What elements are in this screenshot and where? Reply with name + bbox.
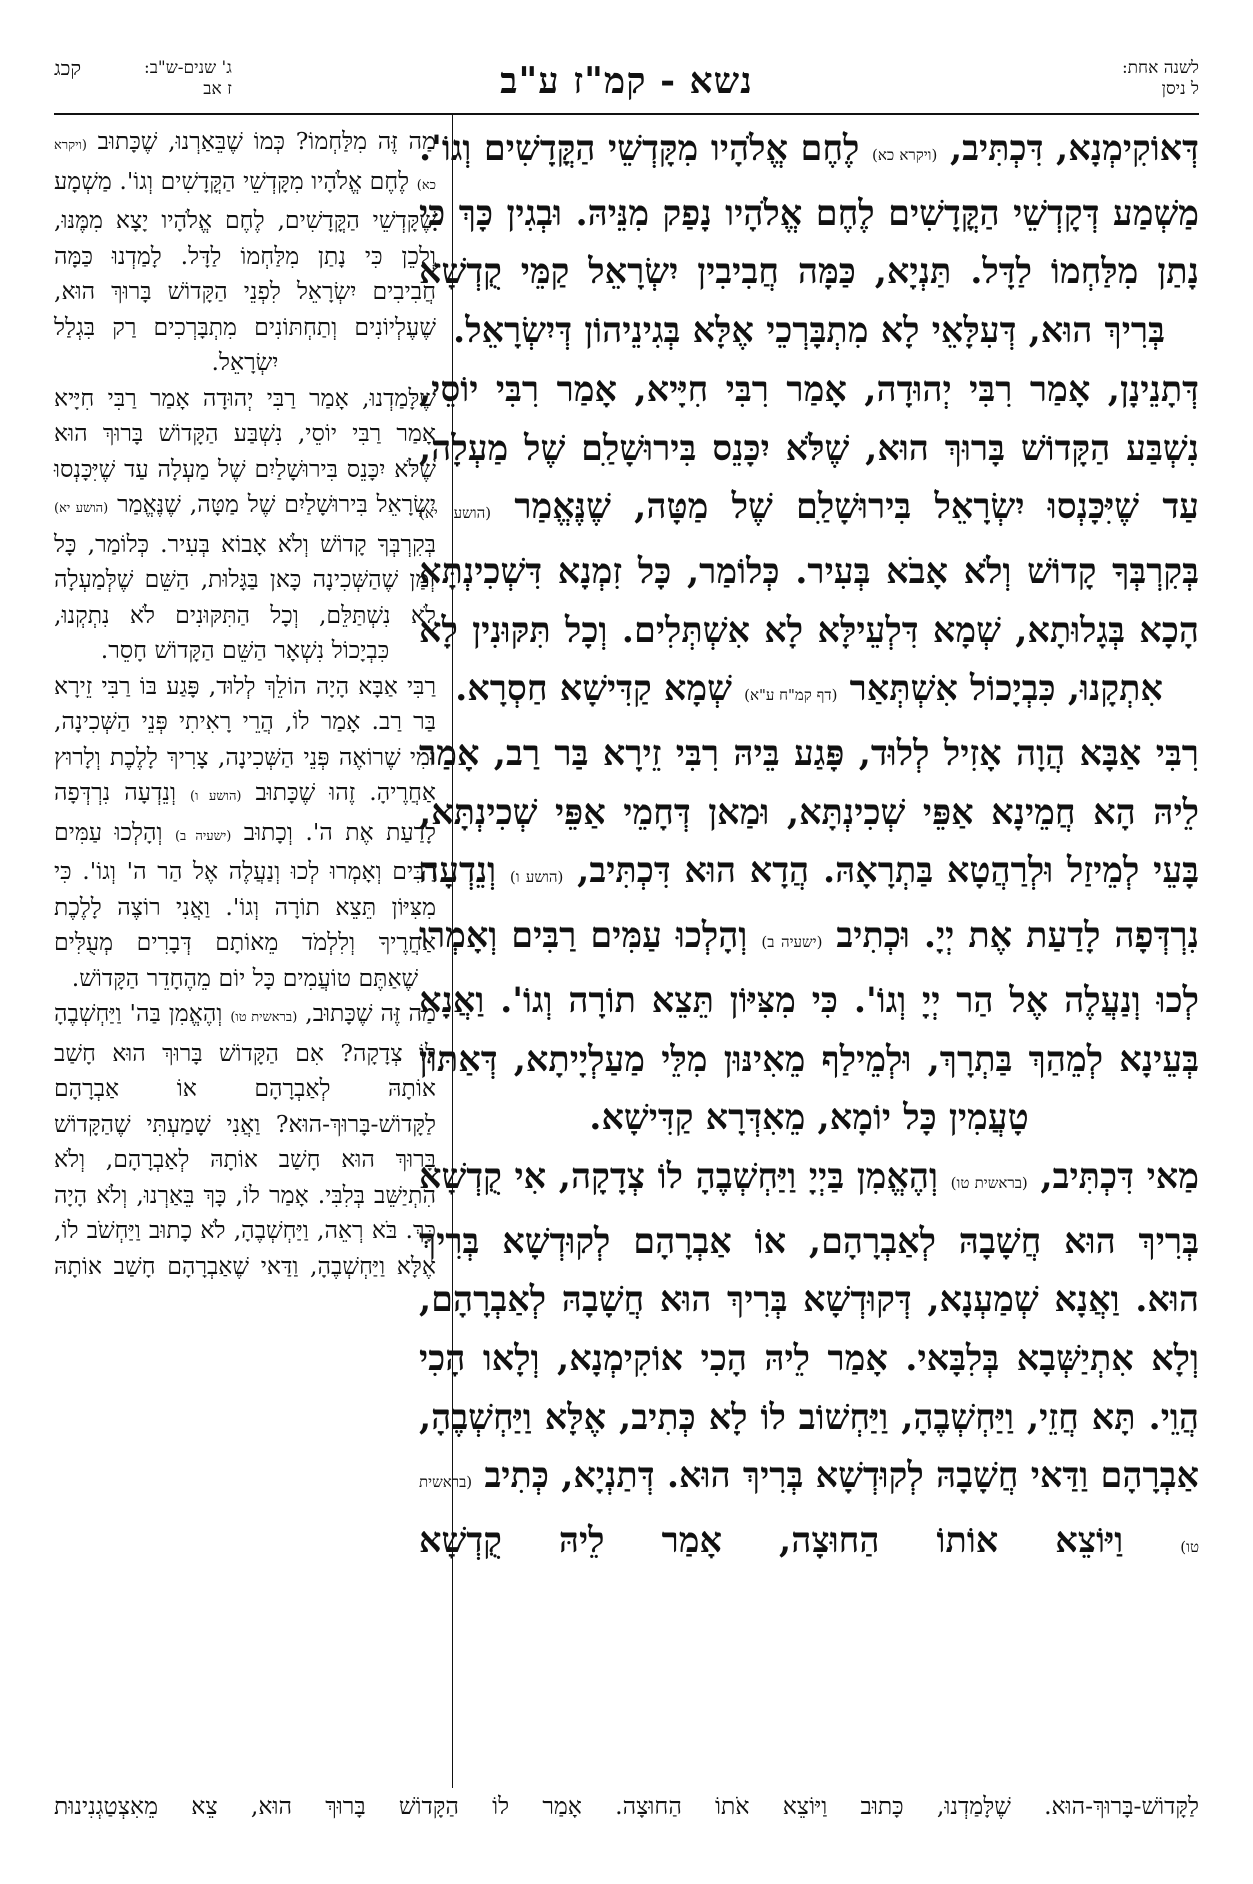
main-text: וְהָלְכוּ עַמִּים רַבִּים וְאָמְרוּ לְכוּ וְנַעֲלֶה אֶל הַר יְיָ וְגוֹ'. כִּי מִצִּיּוֹן תֵּצֵא תוֹרָה וְגוֹ'. וַאֲנָא בְּעֵינָא לְמֵהַךְ בַּתְרָךְ, וּלְמֵילַף מֵאִינּוּן מִלֵּי מַעַלְיָיתָא, דְּאַתּוּן טָעֲמִין כָּל יוֹמָא, מֵאִדְּרָא קַדִּישָׁא. bbox=[419, 915, 1199, 1139]
commentary-text: וְהֶאֱמִן בַּה' וַיַּחְשְׁבֶהָ לּוֹ צְדָקָה? אִם הַקָּדוֹשׁ בָּרוּךְ הוּא חָשַׁב אוֹתָהּ לְאַבְרָהָם אוֹ אַבְרָהָם לַקָּדוֹשׁ-בָּרוּךְ-הוּא? וַאֲנִי שָׁמַעְתִּי שֶׁהַקָּדוֹשׁ בָּרוּךְ הוּא חָשַׁב אוֹתָהּ לְאַבְרָהָם, וְלֹא הִתְיַשֵּׁב בְּלִבִּי. אָמַר לוֹ, כָּךְ בֵּאַרְנוּ, וְלֹא הָיָה כָּךְ. בֹּא רְאֵה, וַיַּחְשְׁבֶהָ, לֹא כָתוּב וַיַּחְשֹׁב לוֹ, אֶלָּא וַיַּחְשְׁבֶהָ, וַדַּאי שֶׁאַבְרָהָם חָשַׁב אוֹתָהּ bbox=[54, 999, 436, 1280]
main-text: שְׁמָא קַדִּישָׁא חַסְרָא. bbox=[455, 668, 732, 710]
commentary-text: רַבִּי אַבָּא הָיָה הוֹלֵךְ לְלוּד, פָּגַע בּוֹ רַבִּי זֵירָא בַּר רַב. אָמַר לוֹ, הֲרֵי רָאִיתִי פְּנֵי הַשְּׁכִינָה, וּמִי שֶׁרוֹאֶה פְּנֵי הַשְּׁכִינָה, צָרִיךְ לָלֶכֶת וְלָרוּץ אַחֲרֶיהָ. זֶהוּ שֶׁכָּתוּב bbox=[54, 671, 436, 806]
source-citation: (הושע יא) bbox=[54, 501, 109, 516]
schedule-one-year-date: ל ניסן bbox=[1161, 79, 1199, 99]
source-citation: (ויקרא כא) bbox=[872, 146, 938, 164]
bottom-commentary-line: לַקָּדוֹשׁ-בָּרוּךְ-הוּא. שֶׁלָּמַדְנוּ, כָּתוּב וַיּוֹצֵא אֹתוֹ הַחוּצָה. אָמַר לוֹ הַקָּדוֹשׁ בָּרוּךְ הוּא, צֵא מֵאִצְטַגְנִינוּת bbox=[54, 1792, 1199, 1820]
schedule-one-year-label: לשנה אחת: bbox=[1121, 58, 1199, 78]
commentary-column bbox=[54, 124, 436, 1284]
schedule-three-years-label: ג' שנים-ש"ב: bbox=[144, 58, 232, 78]
main-paragraph bbox=[419, 361, 1199, 725]
source-citation: (ישעיה ב) bbox=[761, 933, 823, 952]
source-citation: (ויקרא כא) bbox=[54, 138, 436, 193]
main-text: וְהֶאֱמִן בַּיְיָ וַיַּחְשְׁבֶהָ לוֹ צְדָקָה, אִי קֻדְשָׁא בְּרִיךְ הוּא חֲשָׁבָהּ לְאַבְרָהָם, אוֹ אַבְרָהָם לְקוּדְשָׁא בְּרִיךְ הוּא. וַאֲנָא שְׁמַעְנָא, דְּקוּדְשָׁא בְּרִיךְ הוּא חֲשָׁבָהּ לְאַבְרָהָם, וְלָא אִתְיַשְּׁבָא בְּלִבָּאי. אָמַר לֵיהּ הָכִי אוֹקִימְנָא, וְלָאו הָכִי הֲוֵי. תָּא חֲזֵי, וַיַּחְשְׁבֶהָ, וַיַּחְשׁוֹב לוֹ לָא כְּתִיב, אֶלָּא וַיַּחְשְׁבֶהָ, אַבְרָהָם וַדַּאי חֲשָׁבָהּ לְקוּדְשָׁא בְּרִיךְ הוּא. דְּתַנְיָא, כְּתִיב bbox=[419, 1155, 1199, 1497]
main-paragraph bbox=[419, 1148, 1199, 1577]
commentary-paragraph bbox=[54, 124, 436, 381]
commentary-text: וְהָלְכוּ עַמִּים רַבִּים וְאָמְרוּ לְכוּ וְנַעֲלֶה אֶל הַר ה' וְגוֹ'. כִּי מִצִּיּוֹן תֵּצֵא תוֹרָה וְגוֹ'. וַאֲנִי רוֹצֶה לָלֶכֶת אַחֲרֶיךָ וְלִלְמֹד מֵאוֹתָם דְּבָרִים מְעֻלִּים שֶׁאַתֶּם טוֹעֲמִים כָּל יוֹם מֵהֶחָדֵר הַקָּדוֹשׁ. bbox=[54, 817, 436, 992]
commentary-text: מַה זֶּה שֶׁכָּתוּב, bbox=[305, 999, 436, 1027]
source-citation: (בראשית טו) bbox=[230, 1010, 298, 1025]
commentary-paragraph bbox=[54, 669, 436, 997]
main-paragraph bbox=[419, 120, 1199, 361]
main-text-column bbox=[419, 120, 1199, 1577]
source-citation: (הושע יא) bbox=[419, 504, 492, 523]
main-text: דְּאוֹקִימְנָא, דִּכְתִּיב, bbox=[949, 128, 1199, 169]
main-text: מַאי דִּכְתִּיב, bbox=[1040, 1155, 1199, 1197]
main-paragraph bbox=[419, 725, 1199, 1148]
source-citation: (ישעיה ב) bbox=[174, 828, 232, 844]
main-text: וַיּוֹצֵא אוֹתוֹ הַחוּצָה, אָמַר לֵיהּ קֻדְשָׁא bbox=[419, 1520, 1124, 1562]
commentary-text: מַה זֶּה מִלַּחְמוֹ? כְּמוֹ שֶׁבֵּאַרְנוּ, שֶׁכָּתוּב bbox=[97, 127, 436, 155]
header-divider bbox=[54, 113, 1199, 115]
main-text: וְנֵדְעָה נִרְדְּפָה לָדַעַת אֶת יְיָ. וּכְתִיב bbox=[419, 850, 1199, 957]
main-text: רִבִּי אַבָּא הֲוָה אָזִיל לְלוּד, פָּגַע בֵּיהּ רִבִּי זֵירָא בַּר רַב, אָמַר לֵיהּ הָא חֲמֵינָא אַפֵּי שְׁכִינְתָּא, וּמַאן דְּחָמֵי אַפֵּי שְׁכִינְתָּא, בָּעֵי לְמֵיזַל וּלְרַהֲטָא בַּתְרָאָהּ. הֲדָא הוּא דִּכְתִּיב, bbox=[419, 733, 1200, 892]
page-reference: (דף קמ"ח ע"א) bbox=[744, 686, 838, 705]
main-text: דְּתָנֵינָן, אָמַר רִבִּי יְהוּדָה, אָמַר רִבִּי חִיָּיא, אָמַר רִבִּי יוֹסֵי, נִשְׁבַּע הַקָּדוֹשׁ בָּרוּךְ הוּא, שֶׁלֹּא יִכָּנֵס בִּירוּשָׁלַ‍ִם שֶׁל מַעְלָה, עַד שֶׁיִּכָּנְסוּ יִשְׂרָאֵל בִּירוּשָׁלַ‍ִם שֶׁל מַטָּה, שֶׁנֶּאֱמַר bbox=[419, 368, 1199, 528]
source-citation: (הושע ו) bbox=[509, 868, 564, 887]
page-header bbox=[54, 58, 1199, 120]
page-number: קכג bbox=[54, 56, 82, 80]
source-citation: (בראשית טו) bbox=[419, 1473, 1199, 1557]
commentary-text: בְּקִרְבְּךָ קָדוֹשׁ וְלֹא אָבוֹא בְּעִיר. כְּלוֹמַר, כָּל זְמַן שֶׁהַשְּׁכִינָה כָּאן בַּגָּלוּת, הַשֵּׁם שֶׁלְּמַעְלָה לֹא נִשְׁתַּלֵּם, וְכָל הַתִּקּוּנִים לֹא נִתְקְנוּ, כִּבְיָכוֹל נִשְׁאָר הַשֵּׁם הַקָּדוֹשׁ חָסֵר. bbox=[54, 529, 436, 664]
commentary-text: וְנֵדְעָה נִרְדְּפָה לָדַעַת אֶת ה'. וְכָתוּב bbox=[54, 778, 437, 846]
main-text: בְּקִרְבְּךָ קָדוֹשׁ וְלֹא אָבֹא בְּעִיר. כְּלוֹמַר, כָּל זִמְנָא דִּשְׁכִינְתָּא הָכָא בְּגָלוּתָא, שְׁמָא דִּלְעֵילָּא לָא אִשְׁתְּלִים. וְכָל תִּקּוּנִין לָא אִתְקָנוּ, כִּבְיָכוֹל אִשְׁתְּאַר bbox=[419, 550, 1199, 710]
schedule-three-years-date: ז אב bbox=[203, 79, 232, 99]
main-text: לֶחֶם אֱלֹהָיו מִקָּדְשֵׁי הַקֳּדָשִׁים וְגוֹ'. מַשְׁמַע דְּקָדְשֵׁי הַקֳּדָשִׁים לֶחֶם אֱלֹהָיו נָפַק מִנֵּיהּ. וּבְגִין כָּךְ כִּי נָתַן מִלַּחְמוֹ לַדָּל. תַּנְיָא, כַּמָּה חֲבִיבִין יִשְׂרָאֵל קַמֵּי קֻדְשָׁא בְּרִיךְ הוּא, דְּעִלָּאֵי לָא מִתְבָּרְכֵי אֶלָּא בְּגִינֵיהוֹן דְּיִשְׂרָאֵל. bbox=[419, 128, 1199, 352]
commentary-text: לֶחֶם אֱלֹהָיו מִקָּדְשֵׁי הַקֳּדָשִׁים וְגוֹ'. מַשְׁמָע שֶׁקָּדְשֵׁי הַקֳּדָשִׁים, לֶחֶם אֱלֹהָיו יָצָא מִמֶּנּוּ, וְלָכֵן כִּי נָתַן מִלַּחְמוֹ לַדָּל. לָמַדְנוּ כַּמָּה חֲבִיבִים יִשְׂרָאֵל לִפְנֵי הַקָּדוֹשׁ בָּרוּךְ הוּא, שֶׁעֶלְיוֹנִים וְתַחְתּוֹנִים מִתְבָּרְכִים רַק בִּגְלַל יִשְׂרָאֵל. bbox=[54, 166, 436, 376]
commentary-text: שֶׁלָּמַדְנוּ, אָמַר רַבִּי יְהוּדָה אָמַר רַבִּי חִיָּיא אָמַר רַבִּי יוֹסֵי, נִשְׁבַּע הַקָּדוֹשׁ בָּרוּךְ הוּא שֶׁלֹּא יִכָּנֵס בִּירוּשָׁלַיִם שֶׁל מַעְלָה עַד שֶׁיִּכָּנְסוּ יִשְׂרָאֵל בִּירוּשָׁלַיִם שֶׁל מַטָּה, שֶׁנֶּאֱמַר bbox=[54, 383, 436, 518]
page-title: נשא - קמ"ז ע"ב bbox=[500, 60, 753, 102]
source-citation: (בראשית טו) bbox=[950, 1173, 1028, 1192]
commentary-paragraph bbox=[54, 381, 436, 669]
commentary-paragraph bbox=[54, 996, 436, 1284]
source-citation: (הושע ו) bbox=[190, 789, 242, 804]
schedule-three-years bbox=[144, 58, 232, 100]
